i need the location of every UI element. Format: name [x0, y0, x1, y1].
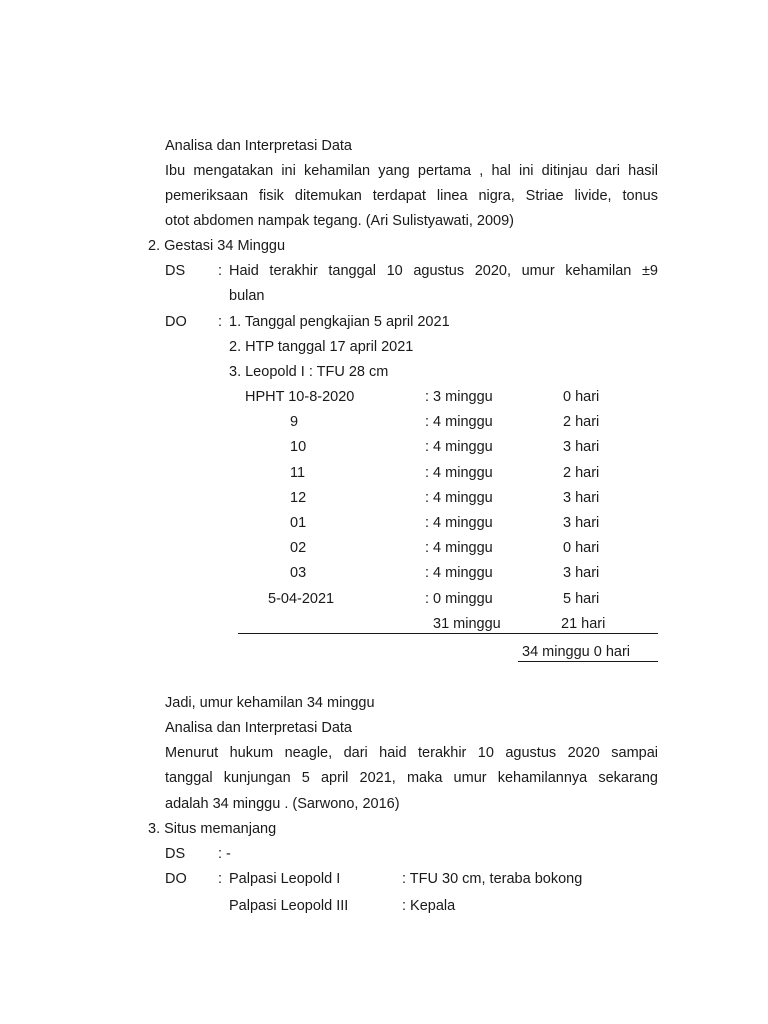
table-date-cell: 5-04-2021	[268, 591, 335, 607]
table-days-cell: 2 hari	[563, 465, 600, 481]
table-days-cell: 3 hari	[563, 490, 600, 506]
section2-para-line-1: Menurut hukum neagle, dari haid terakhir 10 agustus 2020 sampai	[165, 745, 658, 761]
item2-do-item-2: 2. HTP tanggal 17 april 2021	[229, 339, 414, 355]
item2-do-item-3: 3. Leopold I : TFU 28 cm	[229, 364, 389, 380]
subtotal-days: 21 hari	[561, 616, 606, 632]
table-weeks-cell: : 3 minggu	[425, 389, 493, 405]
table-weeks-cell: : 0 minggu	[425, 591, 493, 607]
section1-para-line-3: otot abdomen nampak tegang. (Ari Sulistyawati, 2009)	[165, 213, 515, 229]
table-days-cell: 0 hari	[563, 389, 600, 405]
table-date-cell: 03	[290, 565, 307, 581]
table-date-cell: 01	[290, 515, 307, 531]
table-days-cell: 0 hari	[563, 540, 600, 556]
subtotal-rule	[238, 633, 658, 634]
table-date-cell: 10	[290, 439, 307, 455]
table-date-cell: HPHT 10-8-2020	[245, 389, 355, 405]
section1-heading: Analisa dan Interpretasi Data	[165, 138, 352, 154]
section1-para-line-1: Ibu mengatakan ini kehamilan yang pertama , hal ini ditinjau dari hasil	[165, 163, 658, 179]
table-date-cell: 11	[290, 465, 306, 481]
table-weeks-cell: : 4 minggu	[425, 515, 493, 531]
table-days-cell: 5 hari	[563, 591, 600, 607]
palpation-label: Palpasi Leopold I	[229, 871, 341, 887]
section2-para-line-2: tanggal kunjungan 5 april 2021, maka umur kehamilannya sekarang	[165, 770, 658, 786]
item2-ds-text-1: Haid terakhir tanggal 10 agustus 2020, umur kehamilan ±9	[229, 263, 658, 279]
conclusion-text: Jadi, umur kehamilan 34 minggu	[165, 695, 375, 711]
table-days-cell: 2 hari	[563, 414, 600, 430]
table-date-cell: 9	[290, 414, 299, 430]
item2-do-colon: :	[218, 314, 223, 330]
item2-title: 2. Gestasi 34 Minggu	[148, 238, 286, 254]
total-result: 34 minggu 0 hari	[522, 644, 631, 660]
table-days-cell: 3 hari	[563, 439, 600, 455]
section2-para-line-3: adalah 34 minggu . (Sarwono, 2016)	[165, 796, 400, 812]
item3-ds-label: DS	[165, 846, 186, 862]
table-weeks-cell: : 4 minggu	[425, 565, 493, 581]
section2-heading: Analisa dan Interpretasi Data	[165, 720, 352, 736]
item2-do-label: DO	[165, 314, 187, 330]
item2-ds-text-2: bulan	[229, 288, 265, 304]
item3-title: 3. Situs memanjang	[148, 821, 277, 837]
table-date-cell: 02	[290, 540, 307, 556]
item3-do-label: DO	[165, 871, 187, 887]
table-weeks-cell: : 4 minggu	[425, 465, 493, 481]
table-weeks-cell: : 4 minggu	[425, 414, 493, 430]
subtotal-weeks: 31 minggu	[433, 616, 501, 632]
palpation-label: Palpasi Leopold III	[229, 898, 349, 914]
table-weeks-cell: : 4 minggu	[425, 490, 493, 506]
table-days-cell: 3 hari	[563, 515, 600, 531]
table-days-cell: 3 hari	[563, 565, 600, 581]
table-weeks-cell: : 4 minggu	[425, 439, 493, 455]
item3-ds-value: : -	[218, 846, 231, 862]
total-underline	[518, 661, 658, 662]
table-date-cell: 12	[290, 490, 307, 506]
item2-ds-label: DS	[165, 263, 186, 279]
palpation-value: : Kepala	[402, 898, 456, 914]
section1-para-line-2: pemeriksaan fisik ditemukan terdapat linea nigra, Striae livide, tonus	[165, 188, 658, 204]
item2-ds-colon: :	[218, 263, 223, 279]
item3-do-colon: :	[218, 871, 223, 887]
table-weeks-cell: : 4 minggu	[425, 540, 493, 556]
palpation-value: : TFU 30 cm, teraba bokong	[402, 871, 583, 887]
item2-do-item-1: 1. Tanggal pengkajian 5 april 2021	[229, 314, 450, 330]
